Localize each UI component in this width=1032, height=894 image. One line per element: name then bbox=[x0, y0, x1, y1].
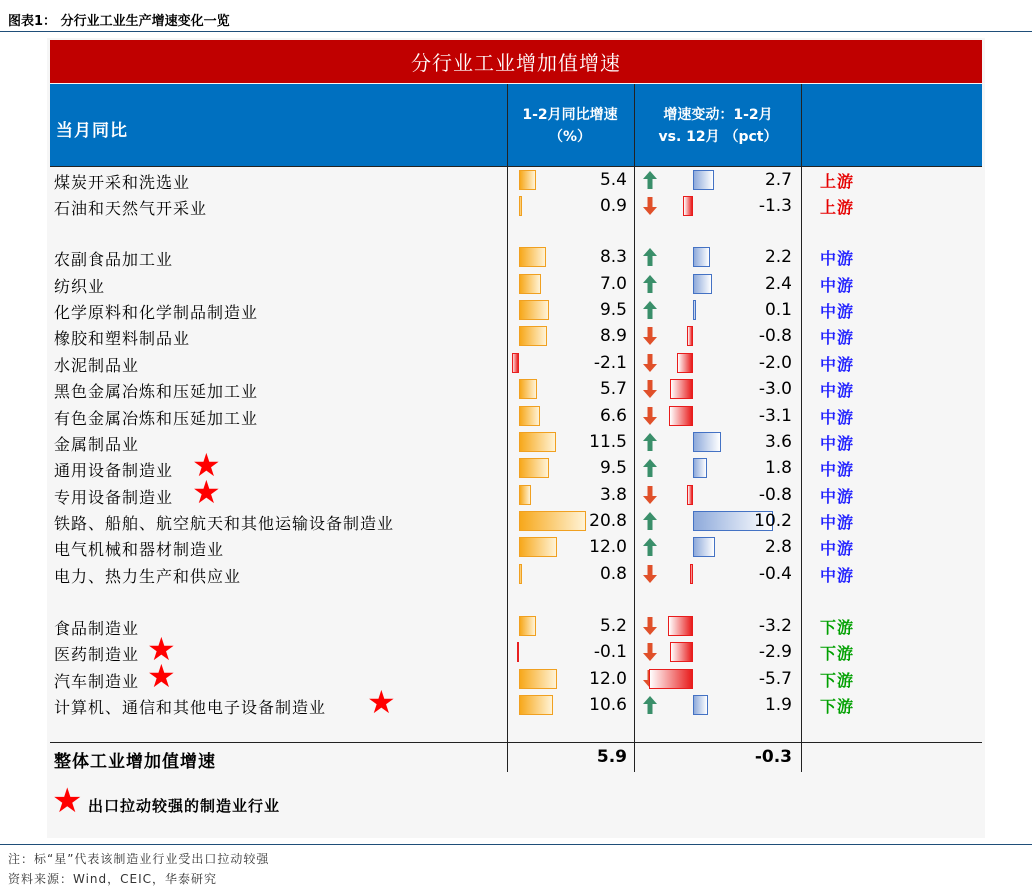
industry-name: 纺织业 bbox=[54, 277, 106, 296]
growth-value: 5.4 bbox=[599, 170, 627, 190]
industry-name: 金属制品业 bbox=[54, 435, 140, 454]
arrow-down-icon bbox=[642, 641, 658, 663]
stream-label: 中游 bbox=[820, 249, 855, 268]
growth-value: -0.1 bbox=[593, 642, 627, 662]
notes-rule bbox=[0, 844, 1032, 845]
arrow-down-icon bbox=[642, 615, 658, 637]
growth-value: 9.5 bbox=[599, 300, 627, 320]
industry-name: 电气机械和器材制造业 bbox=[54, 540, 225, 559]
arrow-up-icon bbox=[642, 273, 658, 295]
table-row bbox=[50, 446, 982, 484]
table-row bbox=[50, 376, 982, 402]
growth-value: 8.9 bbox=[599, 326, 627, 346]
figure-title: 图表1： 分行业工业生产增速变化一览 bbox=[8, 14, 230, 29]
stream-label: 中游 bbox=[820, 328, 855, 347]
industry-name: 计算机、通信和其他电子设备制造业 bbox=[54, 698, 327, 717]
industry-name: 黑色金属冶炼和压延加工业 bbox=[54, 382, 259, 401]
industry-name: 食品制造业 bbox=[54, 619, 140, 638]
source-text: 资料来源：Wind，CEIC，华泰研究 bbox=[8, 872, 218, 886]
stream-label: 中游 bbox=[820, 460, 855, 479]
header-change-line2: vs. 12月 （pct） bbox=[658, 129, 778, 145]
growth-value: 11.5 bbox=[589, 432, 627, 452]
arrow-up-icon bbox=[642, 431, 658, 453]
growth-value: 7.0 bbox=[599, 274, 627, 294]
industry-name: 铁路、船舶、航空航天和其他运输设备制造业 bbox=[54, 514, 395, 533]
change-value: 1.8 bbox=[764, 458, 792, 478]
industry-name: 水泥制品业 bbox=[54, 356, 140, 375]
growth-value: 0.8 bbox=[599, 564, 627, 584]
change-value: -3.1 bbox=[758, 406, 792, 426]
growth-value: 5.2 bbox=[599, 616, 627, 636]
stream-label: 上游 bbox=[820, 172, 855, 191]
table-row bbox=[50, 534, 982, 560]
title-rule bbox=[0, 31, 1032, 32]
arrow-up-icon bbox=[642, 299, 658, 321]
stream-label: 中游 bbox=[820, 381, 855, 400]
growth-value: 12.0 bbox=[589, 669, 627, 689]
table-row bbox=[50, 271, 982, 297]
growth-value: 12.0 bbox=[589, 537, 627, 557]
arrow-up-icon bbox=[642, 246, 658, 268]
change-value: -1.3 bbox=[758, 196, 792, 216]
stream-label: 下游 bbox=[820, 671, 855, 690]
table-row bbox=[50, 429, 982, 455]
growth-value: 5.7 bbox=[599, 379, 627, 399]
stream-label: 中游 bbox=[820, 276, 855, 295]
export-star-icon: ★ bbox=[192, 473, 221, 511]
table-title: 分行业工业增加值增速 bbox=[50, 40, 982, 83]
table-row bbox=[50, 630, 982, 668]
note-text: 注：标“星”代表该制造业行业受出口拉动较强 bbox=[8, 852, 270, 866]
table-row bbox=[50, 244, 982, 270]
star-icon: ★ bbox=[52, 781, 83, 821]
change-value: -5.7 bbox=[758, 669, 792, 689]
total-growth: 5.9 bbox=[596, 747, 627, 767]
stream-label: 中游 bbox=[820, 539, 855, 558]
arrow-down-icon bbox=[642, 378, 658, 400]
table-row bbox=[50, 613, 982, 639]
growth-value: 3.8 bbox=[599, 485, 627, 505]
change-value: 2.2 bbox=[764, 247, 792, 267]
growth-value: 8.3 bbox=[599, 247, 627, 267]
table-row bbox=[50, 561, 982, 587]
table-row bbox=[50, 193, 982, 219]
header-change bbox=[635, 104, 801, 148]
header-monthly-yoy: 当月同比 bbox=[56, 121, 128, 141]
table-row bbox=[50, 508, 982, 534]
arrow-down-icon bbox=[642, 563, 658, 585]
industry-name: 汽车制造业 bbox=[54, 672, 140, 691]
change-value: -0.8 bbox=[758, 485, 792, 505]
industry-name: 专用设备制造业 bbox=[54, 488, 174, 507]
industry-name: 电力、热力生产和供应业 bbox=[54, 567, 242, 586]
arrow-up-icon bbox=[642, 694, 658, 716]
table-row bbox=[50, 403, 982, 429]
stream-label: 中游 bbox=[820, 302, 855, 321]
stream-label: 中游 bbox=[820, 566, 855, 585]
column-header-bar bbox=[50, 84, 982, 166]
stream-label: 下游 bbox=[820, 618, 855, 637]
change-value: 2.7 bbox=[764, 170, 792, 190]
total-change: -0.3 bbox=[754, 747, 792, 767]
industry-name: 橡胶和塑料制品业 bbox=[54, 329, 191, 348]
export-star-icon: ★ bbox=[192, 446, 221, 484]
total-name: 整体工业增加值增速 bbox=[54, 752, 216, 772]
arrow-down-icon bbox=[642, 325, 658, 347]
change-value: 10.2 bbox=[754, 511, 792, 531]
header-growth-line1: 1-2月同比增速 bbox=[522, 107, 618, 123]
stream-label: 中游 bbox=[820, 408, 855, 427]
export-star-icon: ★ bbox=[147, 630, 176, 668]
change-value: 2.4 bbox=[764, 274, 792, 294]
table-row bbox=[50, 657, 982, 695]
growth-value: 9.5 bbox=[599, 458, 627, 478]
arrow-down-icon bbox=[642, 352, 658, 374]
arrow-down-icon bbox=[642, 484, 658, 506]
arrow-down-icon bbox=[642, 195, 658, 217]
change-value: 1.9 bbox=[764, 695, 792, 715]
stream-label: 上游 bbox=[820, 198, 855, 217]
industry-name: 农副食品加工业 bbox=[54, 250, 174, 269]
table-row bbox=[50, 167, 982, 193]
stream-label: 中游 bbox=[820, 355, 855, 374]
arrow-up-icon bbox=[642, 457, 658, 479]
industry-name: 医药制造业 bbox=[54, 645, 140, 664]
industry-name: 化学原料和化学制品制造业 bbox=[54, 303, 259, 322]
change-value: -2.0 bbox=[758, 353, 792, 373]
growth-value: 0.9 bbox=[599, 196, 627, 216]
change-value: 2.8 bbox=[764, 537, 792, 557]
industry-name: 通用设备制造业 bbox=[54, 461, 174, 480]
header-growth bbox=[507, 104, 633, 148]
stream-label: 中游 bbox=[820, 513, 855, 532]
change-value: -3.2 bbox=[758, 616, 792, 636]
growth-value: -2.1 bbox=[593, 353, 627, 373]
legend-text: 出口拉动较强的制造业行业 bbox=[88, 797, 281, 815]
table-row bbox=[50, 297, 982, 323]
growth-value: 20.8 bbox=[589, 511, 627, 531]
industry-name: 煤炭开采和洗选业 bbox=[54, 173, 191, 192]
industry-name: 石油和天然气开采业 bbox=[54, 199, 208, 218]
total-row bbox=[50, 744, 982, 772]
change-value: -3.0 bbox=[758, 379, 792, 399]
growth-value: 6.6 bbox=[599, 406, 627, 426]
header-growth-line2: （%） bbox=[548, 129, 592, 145]
table-row bbox=[50, 350, 982, 376]
stream-label: 中游 bbox=[820, 487, 855, 506]
export-star-icon: ★ bbox=[147, 657, 176, 695]
change-value: 0.1 bbox=[764, 300, 792, 320]
arrow-up-icon bbox=[642, 169, 658, 191]
change-value: -0.8 bbox=[758, 326, 792, 346]
arrow-up-icon bbox=[642, 536, 658, 558]
header-change-line1: 增速变动：1-2月 bbox=[663, 107, 773, 123]
growth-value: 10.6 bbox=[589, 695, 627, 715]
arrow-down-icon bbox=[642, 405, 658, 427]
change-value: -2.9 bbox=[758, 642, 792, 662]
total-top-rule bbox=[50, 742, 982, 743]
industry-name: 有色金属冶炼和压延加工业 bbox=[54, 409, 259, 428]
table-row bbox=[50, 683, 982, 721]
change-value: 3.6 bbox=[764, 432, 792, 452]
table-row bbox=[50, 473, 982, 511]
stream-label: 中游 bbox=[820, 434, 855, 453]
arrow-up-icon bbox=[642, 510, 658, 532]
table-row bbox=[50, 323, 982, 349]
export-star-icon: ★ bbox=[367, 683, 396, 721]
stream-label: 下游 bbox=[820, 644, 855, 663]
change-value: -0.4 bbox=[758, 564, 792, 584]
stream-label: 下游 bbox=[820, 697, 855, 716]
